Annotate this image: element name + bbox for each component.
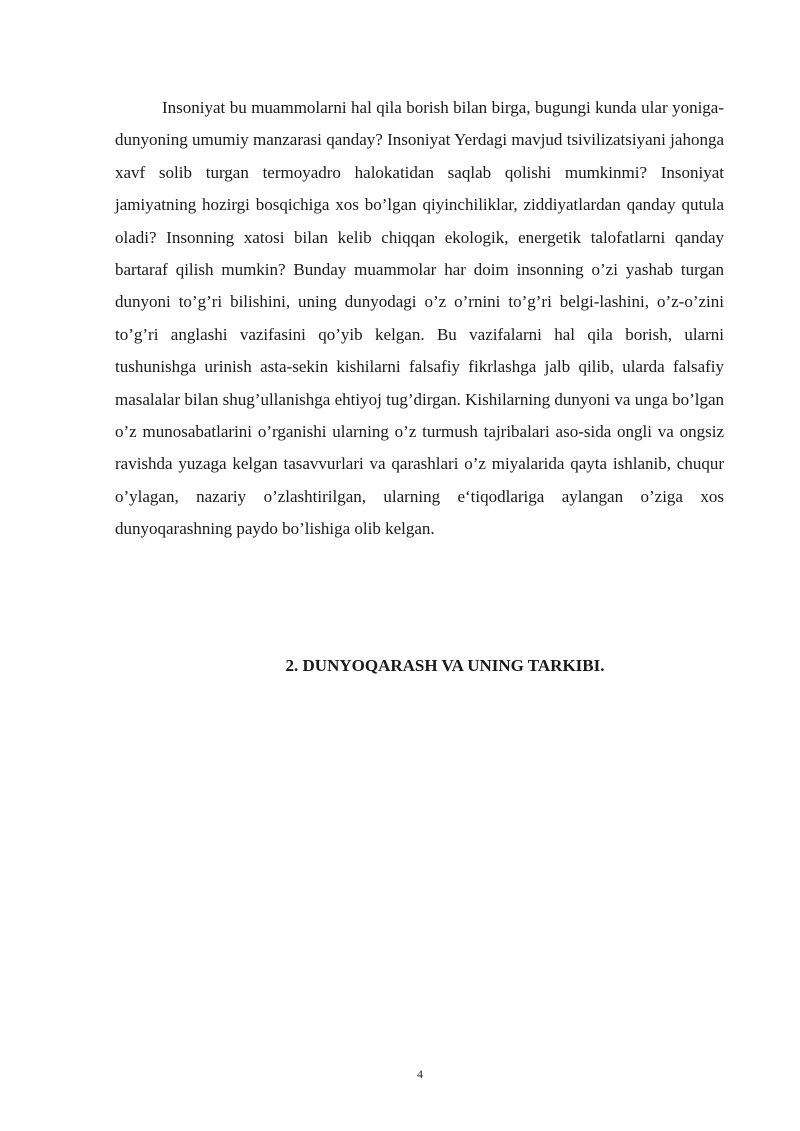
page-number: 4 [417,1067,423,1081]
body-paragraph: Insoniyat bu muammolarni hal qila borish bilan birga, bugungi kunda ular yoniga-dunyoning umumiy manzarasi qanday? Insoniyat Yerdagi mavjud tsivilizatsiyani jahonga xavf solib turgan termoyadro halokatidan saqlab qolishi mumkinmi? Insoniyat jamiyatning hozirgi bosqichiga xos bo’lgan qiyinchiliklar, ziddiyatlardan qanday qutula oladi? Insonning xatosi bilan kelib chiqqan ekologik, energetik talofatlarni qanday bartaraf qilish mumkin? Bunday muammolar har doim insonning o’zi yashab turgan dunyoni to’g’ri bilishini, uning dunyodagi o’z o’rnini to’g’ri belgi-lashini, o’z-o’zini to’g’ri anglashi vazifasini qo’yib kelgan. Bu vazifalarni hal qila borish, ularni tushunishga urinish asta-sekin kishilarni falsafiy fikrlashga jalb qilib, ularda falsafiy masalalar bilan shug’ullanishga ehtiyoj tug’dirgan. Kishilarning dunyoni va unga bo’lgan o’z munosabatlarini o’rganishi ularning o’z turmush tajribalari aso-sida ongli va ongsiz ravishda yuzaga kelgan tasavvurlari va qarashlari o’z miyalarida qayta ishlanib, chuqur o’ylagan, nazariy o’zlashtirilgan, ularning e‘tiqodlariga aylangan o’ziga xos dunyoqarashning paydo bo’lishiga olib kelgan. [115,98,724,539]
section-heading: 2. DUNYOQARASH VA UNING TARKIBI. [285,656,605,675]
